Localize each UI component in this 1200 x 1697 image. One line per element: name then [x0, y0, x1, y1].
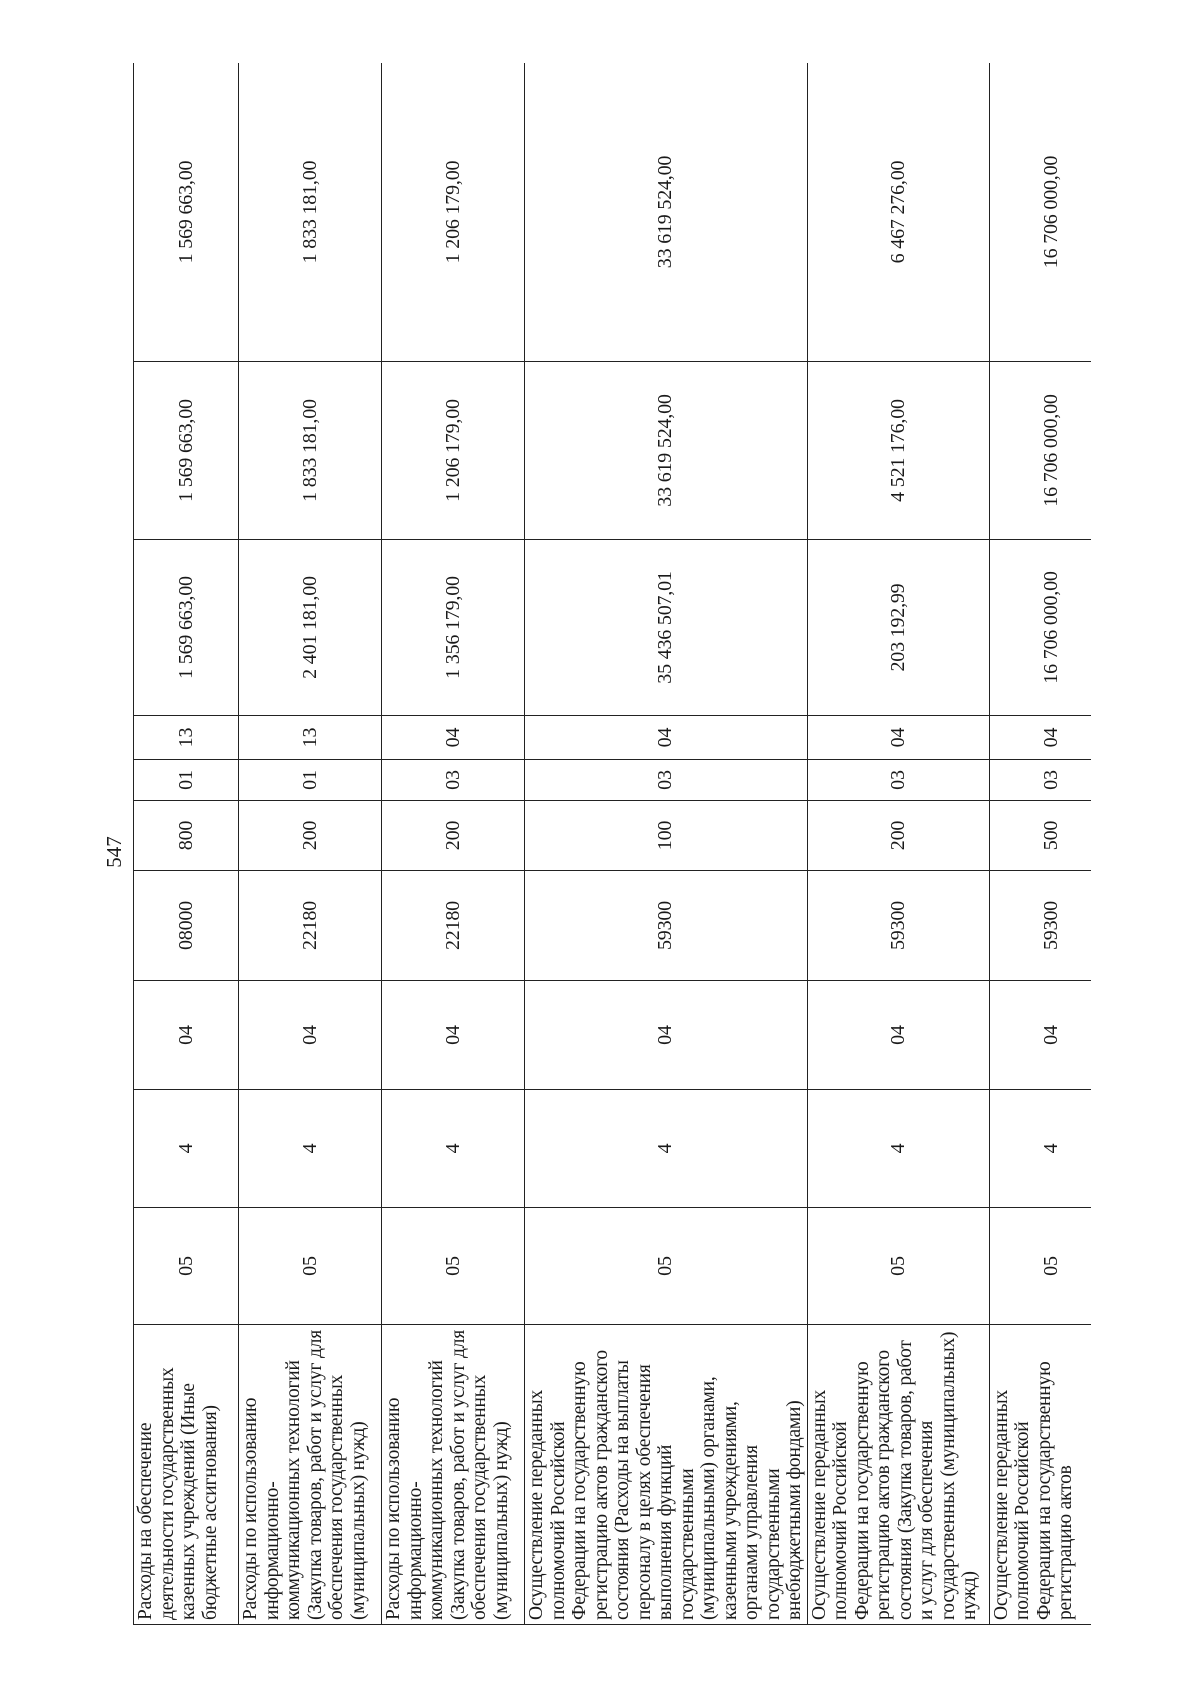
direction-code: 22180 [382, 871, 525, 981]
subprogram-code: 4 [807, 1090, 989, 1208]
subprogram-code: 4 [525, 1090, 808, 1208]
row-description: Расходы по использованию информационно-коммуникационных технологий (Закупка товаров, работ и услуг для обеспечения государственных (муниципальных) нужд) [239, 1325, 382, 1625]
amount-year-2: 4 521 176,00 [807, 362, 989, 540]
main-activity-code: 04 [989, 981, 1091, 1090]
amount-year-2: 16 706 000,00 [989, 362, 1091, 540]
budget-table-page [133, 63, 1091, 1625]
main-activity-code: 04 [525, 981, 808, 1090]
page-number: 547 [102, 836, 126, 868]
program-code: 05 [525, 1208, 808, 1325]
budget-table [133, 63, 1091, 1625]
expense-type-code: 100 [525, 801, 808, 871]
program-code: 05 [807, 1208, 989, 1325]
row-description: Осуществление переданных полномочий Российской Федерации на государственную регистрацию актов [989, 1325, 1091, 1625]
expense-type-code: 500 [989, 801, 1091, 871]
section-code: 03 [382, 760, 525, 801]
amount-year-1: 1 569 663,00 [134, 540, 239, 716]
direction-code: 08000 [134, 871, 239, 981]
row-description: Расходы на обеспечение деятельности государственных казенных учреждений (Иные бюджетные ассигнования) [134, 1325, 239, 1625]
subprogram-code: 4 [239, 1090, 382, 1208]
amount-year-1: 1 356 179,00 [382, 540, 525, 716]
table-row [134, 63, 239, 1625]
row-description: Осуществление переданных полномочий Российской Федерации на государственную регистрацию актов гражданского состояния (Закупка товаров, работ и услуг для обеспечения государственных (муниципальных) нужд) [807, 1325, 989, 1625]
amount-year-1: 35 436 507,01 [525, 540, 808, 716]
main-activity-code: 04 [382, 981, 525, 1090]
subprogram-code: 4 [382, 1090, 525, 1208]
program-code: 05 [382, 1208, 525, 1325]
amount-year-3: 1 206 179,00 [382, 63, 525, 362]
amount-year-3: 6 467 276,00 [807, 63, 989, 362]
subprogram-code: 4 [989, 1090, 1091, 1208]
table-row [382, 63, 525, 1625]
row-description: Расходы по использованию информационно-коммуникационных технологий (Закупка товаров, работ и услуг для обеспечения государственных (муниципальных) нужд) [382, 1325, 525, 1625]
expense-type-code: 200 [239, 801, 382, 871]
main-activity-code: 04 [239, 981, 382, 1090]
amount-year-2: 1 206 179,00 [382, 362, 525, 540]
subsection-code: 13 [134, 716, 239, 760]
expense-type-code: 200 [807, 801, 989, 871]
program-code: 05 [989, 1208, 1091, 1325]
section-code: 01 [134, 760, 239, 801]
section-code: 03 [525, 760, 808, 801]
amount-year-2: 33 619 524,00 [525, 362, 808, 540]
subsection-code: 04 [807, 716, 989, 760]
amount-year-2: 1 833 181,00 [239, 362, 382, 540]
table-row [239, 63, 382, 1625]
subsection-code: 04 [382, 716, 525, 760]
subprogram-code: 4 [134, 1090, 239, 1208]
table-row [525, 63, 808, 1625]
table-row [989, 63, 1091, 1625]
subsection-code: 04 [525, 716, 808, 760]
direction-code: 59300 [807, 871, 989, 981]
amount-year-3: 33 619 524,00 [525, 63, 808, 362]
table-row [807, 63, 989, 1625]
amount-year-3: 1 833 181,00 [239, 63, 382, 362]
expense-type-code: 800 [134, 801, 239, 871]
amount-year-3: 1 569 663,00 [134, 63, 239, 362]
subsection-code: 04 [989, 716, 1091, 760]
amount-year-3: 16 706 000,00 [989, 63, 1091, 362]
amount-year-1: 203 192,99 [807, 540, 989, 716]
row-description: Осуществление переданных полномочий Российской Федерации на государственную регистрацию актов гражданского состояния (Расходы на выплаты персоналу в целях обеспечения выполнения функций государственными (муниципальными) органами, казенными учреждениями, органами управления государственными внебюджетными фондами) [525, 1325, 808, 1625]
main-activity-code: 04 [807, 981, 989, 1090]
amount-year-1: 16 706 000,00 [989, 540, 1091, 716]
program-code: 05 [134, 1208, 239, 1325]
program-code: 05 [239, 1208, 382, 1325]
subsection-code: 13 [239, 716, 382, 760]
direction-code: 22180 [239, 871, 382, 981]
expense-type-code: 200 [382, 801, 525, 871]
direction-code: 59300 [525, 871, 808, 981]
section-code: 01 [239, 760, 382, 801]
section-code: 03 [807, 760, 989, 801]
amount-year-1: 2 401 181,00 [239, 540, 382, 716]
main-activity-code: 04 [134, 981, 239, 1090]
section-code: 03 [989, 760, 1091, 801]
direction-code: 59300 [989, 871, 1091, 981]
amount-year-2: 1 569 663,00 [134, 362, 239, 540]
